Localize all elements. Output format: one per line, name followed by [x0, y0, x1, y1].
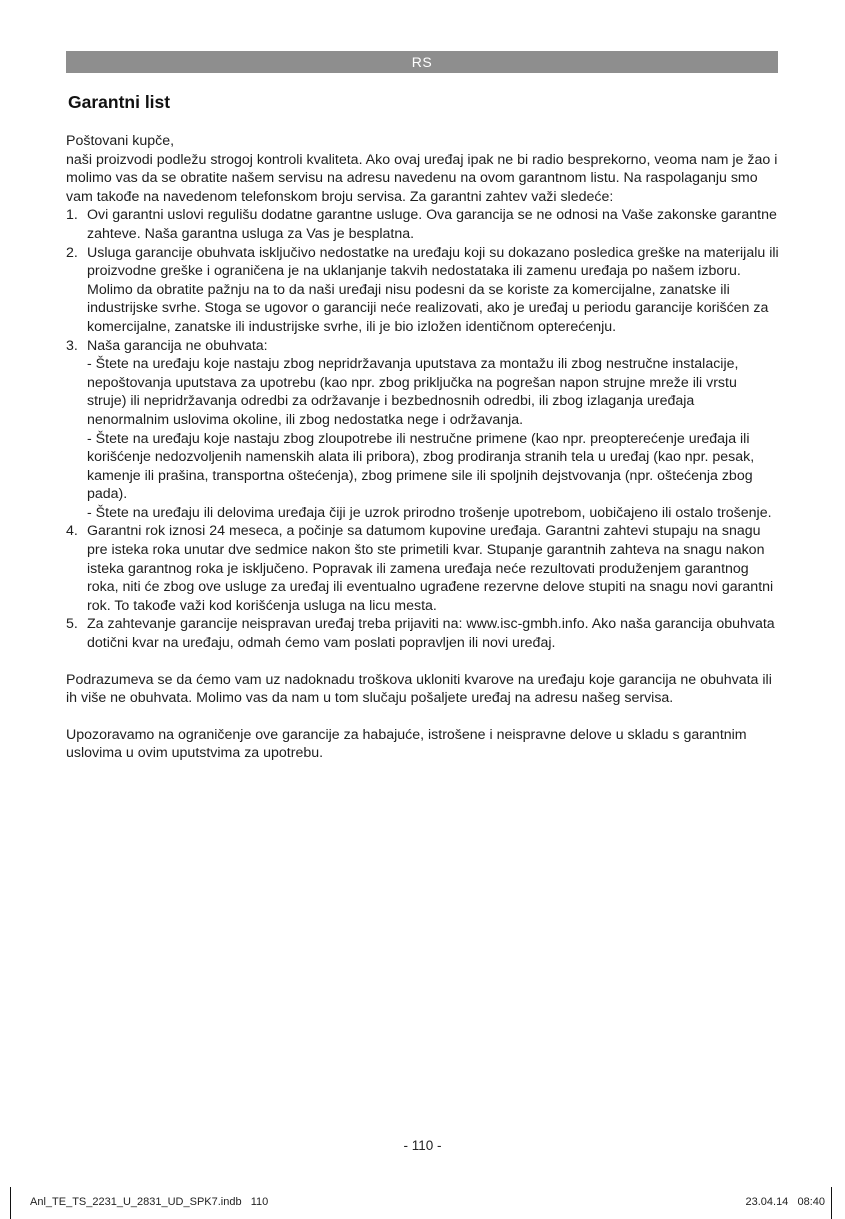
list-number: 5. — [66, 616, 78, 633]
list-paragraph: - Štete na uređaju koje nastaju zbog nepridržavanja uputstava za montažu ili zbog nestručne instalacije, nepoštovanja uputstava za upotrebu (kao npr. zbog priključka na pogrešan napon strujne mreže ili vrstu struje) ili nepridržavanja odredbi za održavanje i bezbednosnih odredbi, ili zbog izlaganja uređaja nenormalnim uslovima okoline, ili zbog nedostatka nege i održavanja. — [87, 356, 739, 428]
list-paragraph: - Štete na uređaju koje nastaju zbog zloupotrebe ili nestručne primene (kao npr. preopterećenje uređaja ili korišćenje nedozvoljenih namenskih alata ili pribora), zbog prodiranja stranih tela u uređaj (kao npr. pesak, kamenje ili prašina, transportna oštećenja), zbog primene sile ili spoljnih dejstvovanja (npr. oštećenja zbog pada). — [87, 430, 755, 503]
closing-paragraph: Podrazumeva se da ćemo vam uz nadoknadu troškova ukloniti kvarove na uređaju koje garancija ne obuhvata ili ih više ne obuhvata. Molimo vas da nam u tom slučaju pošaljete uređaj na adresu našeg servisa. — [66, 671, 772, 707]
list-paragraph: Molimo da obratite pažnju na to da naši uređaji nisu podesni da se koriste za komercijalne, zanatske ili industrijske svrhe. Stoga se ugovor o garanciji neće realizovati, ako je uređaj u periodu garancije korišćen za komercijalne, zanatske ili industrijske svrhe, ili je bio izložen identičnom opterećenju. — [87, 281, 769, 335]
warranty-text — [66, 132, 780, 763]
list-paragraph: - Štete na uređaju ili delovima uređaja čiji je uzrok prirodno trošenje upotrebom, uobičajeno ili ostalo trošenje. — [87, 504, 772, 521]
list-paragraph: Garantni rok iznosi 24 meseca, a počinje sa datumom kupovine uređaja. Garantni zahtevi stupaju na snagu pre isteka roka unutar dve sedmice nakon što ste primetili kvar. Stupanje garantnih zahteva na snagu nakon isteka garantnog roka je isključeno. Popravak ili zamena uređaja neće rezultovati produženjem garantnog roka, niti će zbog ove usluge za uređaj ili eventualno ugrađene rezervne delove stupiti na snagu novi garantni rok. To takođe važi kod korišćenja usluga na licu mesta. — [87, 523, 774, 614]
list-item — [66, 615, 780, 652]
list-paragraph: Za zahtevanje garancije neispravan uređaj treba prijaviti na: www.isc-gmbh.info. Ako naša garancija obuhvata dotični kvar na uređaju, odmah ćemo vam poslati popravljen ili novi uređaj. — [87, 616, 775, 652]
list-number: 3. — [66, 337, 78, 354]
list-paragraph: Naša garancija ne obuhvata: — [87, 337, 268, 354]
list-item — [66, 337, 780, 523]
list-number: 4. — [66, 523, 78, 540]
footer-rule-left — [10, 1187, 11, 1219]
intro-paragraph: naši proizvodi podležu strogoj kontroli kvaliteta. Ako ovaj uređaj ipak ne bi radio besprekorno, veoma nam je žao i molimo vas da se obratite našem servisu na adresu navedenu na ovom garantnom listu. Na raspolaganju smo vam takođe na navedenom telefonskom broju servisa. Za garantni zahtev važi sledeće: — [66, 151, 778, 205]
list-number: 2. — [66, 244, 78, 261]
closing-paragraph: Upozoravamo na ograničenje ove garancije za habajuće, istrošene i neispravne delove u skladu s garantnim uslovima u ovim uputstvima za upotrebu. — [66, 726, 747, 762]
footer-date: 23.04.14 08:40 — [745, 1196, 825, 1208]
language-bar — [66, 51, 778, 73]
page-number: - 110 - — [403, 1138, 442, 1153]
list-paragraph: Usluga garancije obuhvata isključivo nedostatke na uređaju koji su dokazano posledica greške na materijalu ili proizvodne greške i ograničena je na uklanjanje takvih nedostataka ili zamenu uređaja po našem izboru. — [87, 244, 779, 280]
footer-rule-right — [831, 1187, 832, 1219]
language-code: RS — [411, 54, 433, 70]
list-item — [66, 206, 780, 243]
greeting: Poštovani kupče, — [66, 133, 175, 149]
list-item — [66, 244, 780, 337]
list-paragraph: Ovi garantni uslovi regulišu dodatne garantne usluge. Ova garancija se ne odnosi na Vaše zakonske garantne zahteve. Naša garantna usluga za Vas je besplatna. — [87, 207, 777, 242]
page-title: Garantni list — [68, 92, 171, 112]
list-number: 1. — [66, 207, 78, 224]
footer-file: Anl_TE_TS_2231_U_2831_UD_SPK7.indb 110 — [30, 1196, 269, 1208]
list-item — [66, 522, 780, 615]
